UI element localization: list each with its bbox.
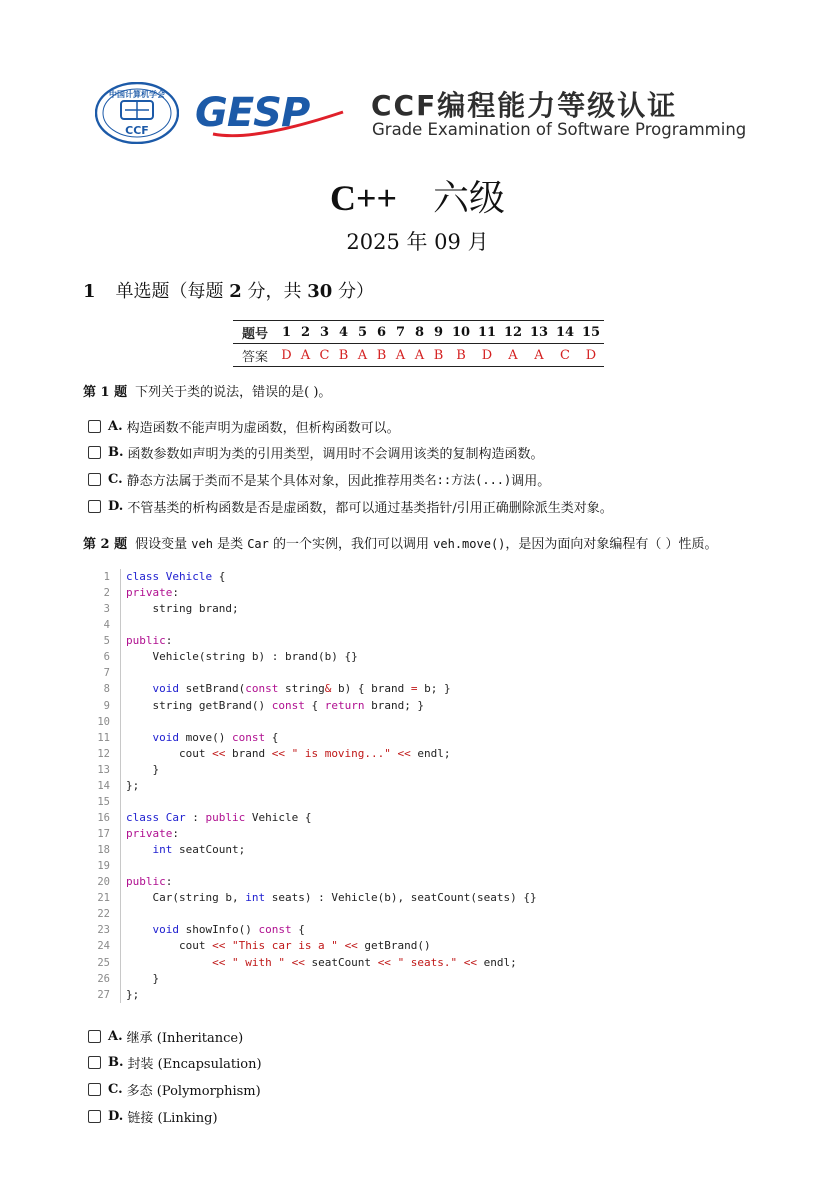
section-title-mid: 分，共 — [241, 281, 308, 302]
ccf-seal-logo — [95, 82, 179, 144]
question-number-cell: 9 — [429, 321, 448, 344]
option-letter: D. — [108, 499, 124, 514]
answer-cell: D — [281, 347, 292, 363]
certification-subtitle: Grade Examination of Software Programming — [372, 120, 747, 139]
q1-option-a[interactable] — [88, 417, 400, 436]
question-number-cell: 2 — [296, 321, 315, 344]
question-number-cell: 11 — [474, 321, 500, 344]
q2-option-b[interactable] — [88, 1053, 262, 1072]
q1-option-d[interactable] — [88, 497, 613, 516]
answer-cell: D — [585, 347, 597, 363]
question-number-cell: 3 — [315, 321, 334, 344]
code-text: int seatCount; — [152, 843, 246, 857]
code-line — [88, 938, 728, 954]
answer-cell: B — [456, 347, 466, 363]
question-number-cell: 14 — [552, 321, 578, 344]
code-text: class Car : public Vehicle { — [126, 810, 312, 824]
code-text: void setBrand(const string& b) { brand = b; } — [152, 682, 451, 696]
question-2-stem — [83, 533, 718, 552]
answer-cell: B — [433, 347, 444, 363]
checkbox-icon[interactable] — [88, 1056, 101, 1069]
answer-cell: A — [534, 347, 544, 363]
question-number-cell: 12 — [500, 321, 526, 344]
line-number: 14 — [97, 779, 110, 792]
answer-table-answer-row — [233, 344, 604, 367]
code-text: << " with " << seatCount << " seats." << endl; — [212, 955, 517, 969]
option-text: 构造函数不能声明为虚函数，但析构函数可以。 — [126, 421, 400, 436]
checkbox-icon[interactable] — [88, 473, 101, 486]
line-number: 16 — [97, 811, 110, 824]
code-line — [88, 955, 728, 971]
option-letter: C. — [108, 472, 123, 487]
answer-cell: A — [395, 347, 406, 363]
option-text: 函数参数如声明为类的引用类型，调用时不会调用该类的复制构造函数。 — [127, 447, 544, 462]
option-letter: B. — [108, 445, 124, 460]
code-text: cout << brand << " is moving..." << endl; — [126, 746, 451, 760]
code-text: Vehicle(string b) : brand(b) {} — [126, 650, 358, 664]
section-points-each: 2 — [229, 281, 242, 302]
line-number: 12 — [97, 747, 110, 760]
line-number: 1 — [103, 571, 110, 583]
code-text: } — [126, 971, 160, 985]
option-text: 链接 (Linking) — [127, 1111, 218, 1126]
section-points-total: 30 — [307, 281, 333, 302]
line-number: 7 — [103, 667, 110, 680]
answer-table — [233, 320, 604, 367]
answer-cell: A — [508, 347, 518, 363]
code-text: cout << "This car is a " << getBrand() — [126, 939, 431, 953]
code-line — [88, 810, 728, 826]
line-number: 25 — [97, 956, 110, 969]
code-line — [88, 698, 728, 714]
exam-title — [0, 170, 835, 221]
code-line — [88, 585, 728, 601]
code-text: } — [126, 762, 160, 776]
option-letter: D. — [108, 1109, 124, 1124]
line-number: 8 — [103, 683, 110, 696]
code-text: void showInfo() const { — [152, 923, 305, 937]
line-number: 24 — [97, 940, 110, 953]
question-number-cell: 13 — [526, 321, 552, 344]
gesp-logo-text: GESP — [195, 90, 310, 136]
code-line — [88, 569, 728, 585]
option-text: 多态 (Polymorphism) — [126, 1084, 261, 1099]
question-2-text-3: 的一个实例，我们可以调用 — [268, 537, 434, 552]
answer-cell: B — [338, 347, 349, 363]
question-2-text-1: 假设变量 — [135, 537, 192, 552]
section-title-prefix: 单选题（每题 — [115, 281, 230, 302]
q2-option-d[interactable] — [88, 1107, 218, 1126]
line-number: 9 — [103, 699, 110, 712]
question-number-cell: 1 — [277, 321, 296, 344]
code-text: }; — [126, 987, 140, 1001]
code-line — [88, 617, 728, 633]
code-line — [88, 826, 728, 842]
exam-level: 六级 — [433, 178, 506, 219]
question-2-text-4: ，是因为面向对象编程有（ ）性质。 — [505, 537, 718, 552]
option-text: 继承 (Inheritance) — [126, 1031, 244, 1046]
code-line — [88, 842, 728, 858]
code-line — [88, 778, 728, 794]
question-number-cell: 10 — [448, 321, 474, 344]
line-number: 4 — [103, 619, 110, 632]
line-number: 15 — [97, 795, 110, 808]
question-1-label: 第 1 题 — [83, 385, 128, 400]
code-text: Car(string b, int seats) : Vehicle(b), seatCount(seats) {} — [126, 891, 537, 905]
checkbox-icon[interactable] — [88, 1110, 101, 1123]
line-number: 18 — [97, 844, 110, 857]
question-2-label: 第 2 题 — [83, 537, 128, 552]
exam-date: 2025 年 09 月 — [346, 230, 489, 254]
certification-title: CCF编程能力等级认证 — [371, 89, 678, 122]
answer-cell: C — [560, 347, 570, 363]
line-number: 10 — [97, 715, 110, 728]
section-title-suffix: 分） — [332, 281, 375, 302]
code-line — [88, 681, 728, 697]
option-letter: B. — [108, 1055, 124, 1070]
question-number-label: 题号 — [233, 321, 277, 344]
line-number: 22 — [97, 908, 110, 921]
question-number-cell: 4 — [334, 321, 353, 344]
option-letter: C. — [108, 1082, 123, 1097]
code-line — [88, 987, 728, 1003]
code-text: string getBrand() const { return brand; } — [126, 698, 425, 712]
code-text: public: — [126, 875, 173, 889]
answer-cell: C — [319, 347, 330, 363]
line-number: 6 — [103, 651, 110, 664]
question-number-cell: 5 — [353, 321, 372, 344]
code-text: class Vehicle { — [126, 570, 226, 583]
code-line — [88, 601, 728, 617]
code-text: public: — [126, 634, 173, 648]
question-2-code-car: Car — [247, 537, 269, 551]
question-2-code-veh: veh — [191, 537, 213, 551]
code-line — [88, 746, 728, 762]
answer-cell: A — [357, 347, 368, 363]
line-number: 11 — [97, 731, 110, 744]
answer-cell: A — [414, 347, 425, 363]
code-text: private: — [126, 586, 179, 600]
checkbox-icon[interactable] — [88, 446, 101, 459]
question-1-text: 下列关于类的说法，错误的是( )。 — [135, 385, 332, 400]
code-line — [88, 714, 728, 730]
question-number-cell: 7 — [391, 321, 410, 344]
answer-cell: A — [300, 347, 311, 363]
line-number: 23 — [97, 924, 110, 937]
checkbox-icon[interactable] — [88, 500, 101, 513]
checkbox-icon[interactable] — [88, 420, 101, 433]
q1-option-b[interactable] — [88, 443, 544, 462]
code-line — [88, 922, 728, 938]
section-number: 1 — [83, 281, 96, 302]
code-line — [88, 633, 728, 649]
option-text: 静态方法属于类而不是某个具体对象，因此推荐用 — [126, 474, 413, 489]
answer-label: 答案 — [241, 349, 268, 365]
code-text: void move() const { — [152, 730, 279, 744]
question-2-code-move: veh.move() — [433, 537, 506, 551]
code-line — [88, 730, 728, 746]
code-text: }; — [126, 778, 140, 792]
q1-option-c[interactable] — [88, 470, 550, 489]
line-number: 5 — [103, 635, 110, 648]
option-text-after: 调用。 — [511, 474, 551, 489]
question-number-cell: 6 — [372, 321, 391, 344]
checkbox-icon[interactable] — [88, 1030, 101, 1043]
seal-bottom-text: CCF — [125, 124, 149, 137]
code-text: string brand; — [126, 602, 239, 616]
line-number: 20 — [97, 876, 110, 889]
code-line — [88, 874, 728, 890]
answer-cell: D — [481, 347, 493, 363]
option-inline-code: 类名::方法(...) — [412, 473, 512, 487]
seal-top-text: 中国计算机学会 — [109, 90, 165, 99]
section-heading — [83, 277, 374, 303]
line-number: 26 — [97, 972, 110, 985]
code-line — [88, 794, 728, 810]
option-text: 不管基类的析构函数是否是虚函数，都可以通过基类指针/引用正确删除派生类对象。 — [127, 501, 613, 516]
checkbox-icon[interactable] — [88, 1083, 101, 1096]
question-number-cell: 15 — [578, 321, 604, 344]
gesp-logo — [193, 84, 345, 142]
header — [95, 82, 745, 144]
line-number: 21 — [97, 892, 110, 905]
q2-option-c[interactable] — [88, 1080, 261, 1099]
code-line — [88, 858, 728, 874]
code-line — [88, 649, 728, 665]
option-text: 封装 (Encapsulation) — [127, 1057, 262, 1072]
line-number: 13 — [97, 763, 110, 776]
code-line — [88, 762, 728, 778]
question-1-stem — [83, 381, 331, 400]
code-line — [88, 906, 728, 922]
answer-cell: B — [376, 347, 387, 363]
line-number: 17 — [97, 828, 110, 840]
question-number-cell: 8 — [410, 321, 429, 344]
line-number: 19 — [97, 860, 110, 873]
exam-language: C++ — [329, 178, 397, 218]
code-text: private: — [126, 827, 179, 840]
code-line — [88, 665, 728, 681]
answer-table-number-row — [233, 321, 604, 344]
option-letter: A. — [108, 1029, 123, 1044]
line-number: 2 — [103, 587, 110, 600]
code-line — [88, 890, 728, 906]
line-number: 3 — [103, 603, 110, 616]
code-line — [88, 971, 728, 987]
option-letter: A. — [108, 419, 123, 434]
code-block — [88, 569, 728, 1003]
line-number: 27 — [97, 988, 110, 1001]
q2-option-a[interactable] — [88, 1027, 243, 1046]
question-2-text-2: 是类 — [212, 537, 248, 552]
